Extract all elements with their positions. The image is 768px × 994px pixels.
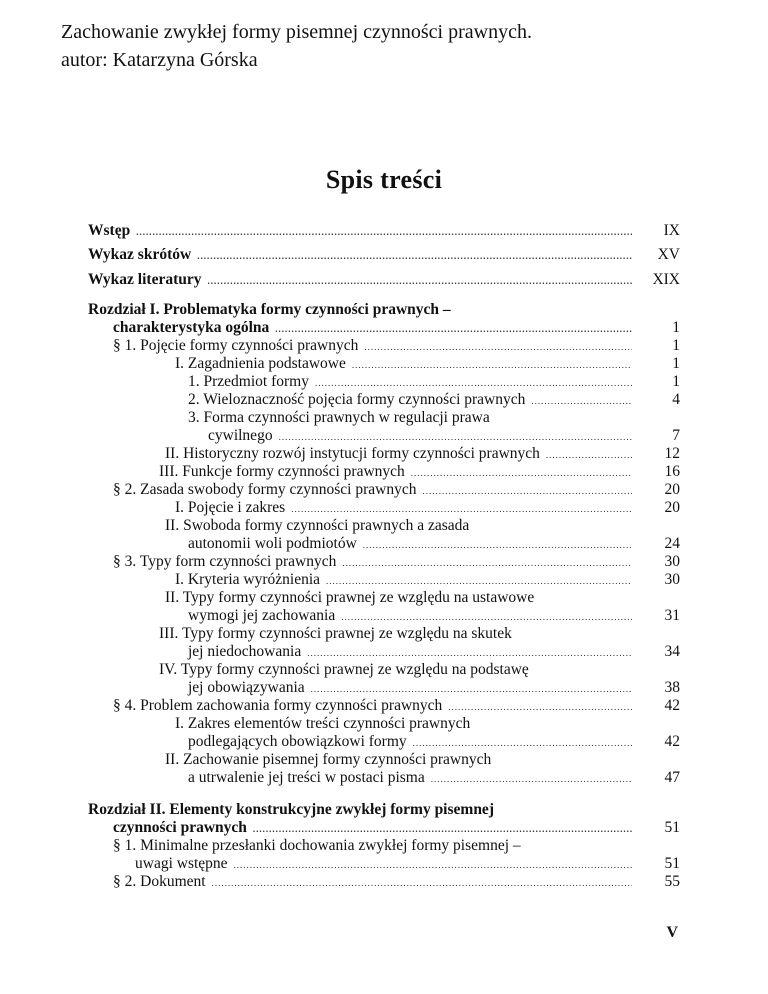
toc-entry	[0, 390, 768, 410]
toc-entry-page: 30	[664, 571, 680, 588]
toc-entry-label: czynności prawnych	[113, 819, 247, 836]
toc-entry	[0, 624, 768, 644]
header-title: Zachowanie zwykłej formy pisemnej czynności prawnych.	[61, 21, 532, 43]
toc-entry	[0, 516, 768, 536]
toc-entry-label: podlegających obowiązkowi formy	[188, 733, 407, 750]
toc-entry-page: 12	[664, 445, 680, 462]
toc-entry-label: § 2. Dokument	[113, 873, 206, 890]
toc-entry-title	[159, 624, 512, 644]
toc-entry-title	[113, 872, 632, 893]
toc-entry-page: 30	[664, 553, 680, 570]
toc-entry-label: charakterystyka ogólna	[113, 319, 270, 336]
dot-leader	[212, 873, 632, 893]
toc-entry-label: II. Typy formy czynności prawnej ze względu na ustawowe	[165, 589, 535, 606]
toc-entry-title	[88, 300, 451, 320]
toc-entry-page: IX	[663, 222, 680, 239]
toc-entry-title	[88, 800, 494, 820]
toc-entry	[0, 836, 768, 856]
toc-entry-page: 55	[664, 873, 680, 890]
toc-entry-title	[175, 714, 470, 734]
page-folio: V	[666, 924, 678, 941]
toc-entry-page: 24	[664, 535, 680, 552]
toc-entry	[0, 354, 768, 374]
toc-entry	[0, 372, 768, 392]
dot-leader	[197, 246, 632, 266]
toc-entry-label: II. Historyczny rozwój instytucji formy czynności prawnych	[165, 445, 540, 462]
toc-entry-label: 3. Forma czynności prawnych w regulacji prawa	[188, 409, 490, 426]
toc-entry-page: 42	[664, 733, 680, 750]
toc-entry-page: 51	[664, 855, 680, 872]
toc-entry	[0, 318, 768, 338]
toc-entry-label: § 1. Minimalne przesłanki dochowania zwykłej formy pisemnej –	[113, 837, 521, 854]
toc-entry-page: 7	[672, 427, 680, 444]
toc-entry-label: Rozdział I. Problematyka formy czynności prawnych –	[88, 301, 451, 318]
toc-entry-title	[159, 660, 529, 680]
toc-entry-label: III. Funkcje formy czynności prawnych	[159, 463, 405, 480]
toc-entry-label: II. Zachowanie pisemnej formy czynności prawnych	[165, 751, 492, 768]
toc-entry-page: 38	[664, 679, 680, 696]
toc-entry	[0, 444, 768, 464]
toc-entry-label: wymogi jej zachowania	[188, 607, 336, 624]
toc-entry	[0, 714, 768, 734]
toc-entry-label: cywilnego	[208, 427, 273, 444]
toc-entry-label: autonomii woli podmiotów	[188, 535, 357, 552]
toc-entry-page: 20	[664, 499, 680, 516]
toc-entry-title	[188, 768, 632, 789]
toc-entry	[0, 480, 768, 500]
toc-entry-page: 20	[664, 481, 680, 498]
toc-entry-page: XV	[657, 246, 680, 263]
toc-entry-title	[88, 221, 632, 242]
toc-entry	[0, 270, 768, 290]
toc-entry	[0, 872, 768, 892]
toc-entry-title	[165, 588, 534, 608]
toc-entry	[0, 750, 768, 770]
toc-entry	[0, 696, 768, 716]
toc-entry-label: § 1. Pojęcie formy czynności prawnych	[113, 337, 359, 354]
toc-entry-label: § 4. Problem zachowania formy czynności prawnych	[113, 697, 443, 714]
toc-entry-title	[88, 245, 632, 266]
toc-entry-page: 47	[664, 769, 680, 786]
toc-entry	[0, 800, 768, 820]
toc-entry	[0, 588, 768, 608]
toc-entry-page: 51	[664, 819, 680, 836]
dot-leader	[208, 271, 633, 291]
toc-entry-label: Rozdział II. Elementy konstrukcyjne zwykłej formy pisemnej	[88, 801, 494, 818]
toc-entry	[0, 642, 768, 662]
toc-entry-page: 1	[672, 319, 680, 336]
toc-entry	[0, 534, 768, 554]
toc-entry-label: III. Typy formy czynności prawnej ze względu na skutek	[159, 625, 512, 642]
toc-entry	[0, 426, 768, 446]
toc-entry-label: I. Pojęcie i zakres	[175, 499, 286, 516]
dot-leader	[136, 222, 632, 242]
toc-entry-page: 1	[672, 373, 680, 390]
toc-entry-page: 34	[664, 643, 680, 660]
toc-entry	[0, 660, 768, 680]
toc-entry-page: XIX	[652, 271, 680, 288]
toc-entry	[0, 408, 768, 428]
toc-entry-label: § 2. Zasada swobody formy czynności prawnych	[113, 481, 417, 498]
toc-entry-title	[165, 516, 469, 536]
toc-entry	[0, 678, 768, 698]
dot-leader	[431, 769, 632, 789]
toc-entry	[0, 854, 768, 874]
toc-entry-label: I. Zagadnienia podstawowe	[175, 355, 346, 372]
toc-entry-label: IV. Typy formy czynności prawnej ze względu na podstawę	[159, 661, 529, 678]
toc-entry	[0, 462, 768, 482]
toc-entry-label: Wykaz literatury	[88, 271, 202, 288]
toc-entry-title	[88, 270, 632, 291]
toc-entry-page: 1	[672, 337, 680, 354]
toc-entry-label: 2. Wieloznaczność pojęcia formy czynności prawnych	[188, 391, 526, 408]
toc-entry-page: 42	[664, 697, 680, 714]
toc-title: Spis treści	[325, 165, 443, 194]
toc-entry-title	[165, 750, 491, 770]
toc-entry	[0, 245, 768, 265]
toc-entry-label: § 3. Typy form czynności prawnych	[113, 553, 337, 570]
toc-entry	[0, 336, 768, 356]
toc-entry	[0, 570, 768, 590]
toc-entry-label: II. Swoboda formy czynności prawnych a zasada	[165, 517, 470, 534]
toc-entry-label: I. Kryteria wyróżnienia	[175, 571, 321, 588]
toc-entry-label: Wykaz skrótów	[88, 246, 192, 263]
toc-entry-label: uwagi wstępne	[135, 855, 228, 872]
toc-entry-page: 16	[664, 463, 680, 480]
toc-entry-label: jej obowiązywania	[188, 679, 305, 696]
toc-entry	[0, 768, 768, 788]
toc-entry-label: Wstęp	[88, 222, 131, 239]
toc-entry-label: I. Zakres elementów treści czynności prawnych	[175, 715, 471, 732]
toc-entry	[0, 498, 768, 518]
toc-entry	[0, 221, 768, 241]
toc-entry-label: 1. Przedmiot formy	[188, 373, 309, 390]
toc-entry-page: 4	[672, 391, 680, 408]
toc-entry-label: a utrwalenie jej treści w postaci pisma	[188, 769, 425, 786]
toc-entry	[0, 818, 768, 838]
toc-entry-title	[113, 836, 521, 856]
header-author: autor: Katarzyna Górska	[61, 49, 258, 71]
toc-entry-title	[188, 408, 490, 428]
toc-entry	[0, 732, 768, 752]
toc-entry-label: jej niedochowania	[188, 643, 302, 660]
toc-entry-page: 31	[664, 607, 680, 624]
toc-entry	[0, 300, 768, 320]
toc-entry-page: 1	[672, 355, 680, 372]
toc-entry	[0, 552, 768, 572]
toc-entry	[0, 606, 768, 626]
